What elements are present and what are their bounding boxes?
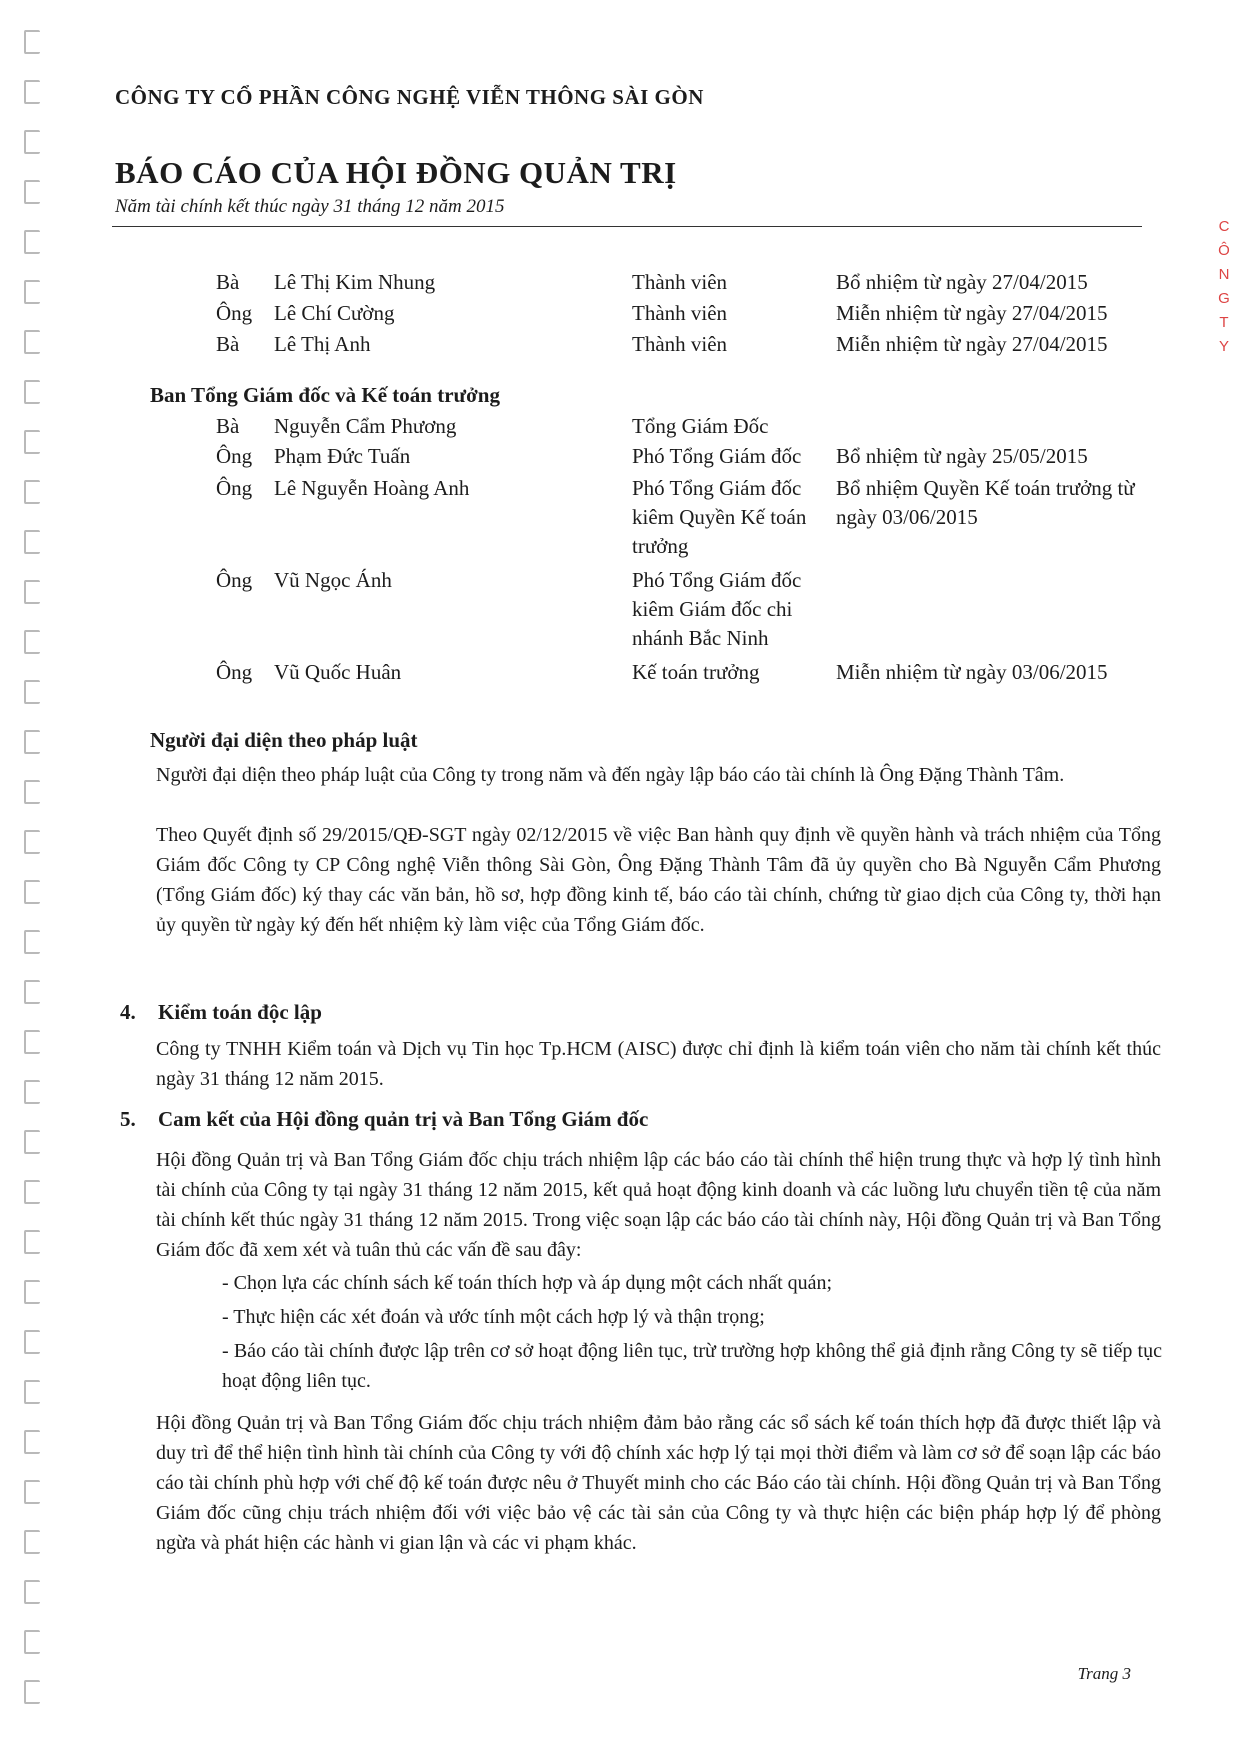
- report-subtitle: Năm tài chính kết thúc ngày 31 tháng 12 năm 2015: [115, 196, 505, 217]
- binding-hole: [24, 80, 40, 104]
- member-title: Bà: [216, 270, 240, 294]
- member-position: Thành viên: [632, 332, 728, 356]
- member-title: Ông: [216, 301, 253, 325]
- binding-hole: [24, 1080, 40, 1104]
- management-row: [0, 442, 1241, 474]
- binding-hole: [24, 1180, 40, 1204]
- member-position: Phó Tổng Giám đốc: [632, 444, 802, 468]
- binding-hole: [24, 1030, 40, 1054]
- binding-hole: [24, 1230, 40, 1254]
- header-divider: [112, 226, 1142, 227]
- binding-hole: [24, 980, 40, 1004]
- management-row: [0, 566, 1241, 658]
- management-list: [0, 412, 1241, 688]
- management-row: [0, 658, 1241, 688]
- member-title: Ông: [216, 476, 253, 500]
- member-title: Bà: [216, 332, 240, 356]
- commitment-bullet: - Báo cáo tài chính được lập trên cơ sở hoạt động liên tục, trừ trường hợp không thể giả định rằng Công ty sẽ tiếp tục hoạt động liên tục.: [222, 1340, 1162, 1392]
- section-number: 4.: [120, 1000, 136, 1024]
- binding-hole: [24, 1480, 40, 1504]
- binding-hole: [24, 930, 40, 954]
- red-stamp-mark: C Ô N G T Y: [1218, 218, 1230, 355]
- section-title: Kiểm toán độc lập: [158, 1000, 322, 1024]
- binding-hole: [24, 30, 40, 54]
- page-number: Trang 3: [1077, 1664, 1131, 1683]
- member-title: Bà: [216, 414, 240, 438]
- board-member-row: [0, 330, 1241, 361]
- binding-hole: [24, 780, 40, 804]
- binding-hole: [24, 180, 40, 204]
- member-position: Thành viên: [632, 270, 728, 294]
- member-status: Miễn nhiệm từ ngày 03/06/2015: [836, 660, 1108, 684]
- management-row: [0, 474, 1241, 566]
- member-status: Bổ nhiệm Quyền Kế toán trưởng từ ngày 03/06/2015: [836, 476, 1135, 529]
- member-title: Ông: [216, 660, 253, 684]
- member-status: Bổ nhiệm từ ngày 25/05/2015: [836, 444, 1088, 468]
- commitment-bullet: - Thực hiện các xét đoán và ước tính một cách hợp lý và thận trọng;: [222, 1306, 765, 1328]
- member-name: Lê Thị Kim Nhung: [274, 270, 436, 294]
- binding-hole: [24, 1430, 40, 1454]
- board-member-list: [0, 268, 1241, 361]
- member-position: Tổng Giám Đốc: [632, 414, 769, 438]
- legal-rep-authorization-paragraph: Theo Quyết định số 29/2015/QĐ-SGT ngày 02/12/2015 về việc Ban hành quy định về quyền hành và trách nhiệm của Tổng Giám đốc Công ty CP Công nghệ Viễn thông Sài Gòn, Ông Đặng Thành Tâm đã ủy quyền cho Bà Nguyễn Cẩm Phương (Tổng Giám đốc) ký thay các văn bản, hồ sơ, hợp đồng kinh tế, báo cáo tài chính, chứng từ giao dịch của Công ty, thời hạn ủy quyền từ ngày ký đến hết nhiệm kỳ làm việc của Tổng Giám đốc.: [156, 824, 1161, 936]
- binding-hole: [24, 830, 40, 854]
- binding-hole: [24, 730, 40, 754]
- binding-hole: [24, 1680, 40, 1704]
- legal-rep-paragraph: Người đại diện theo pháp luật của Công ty trong năm và đến ngày lập báo cáo tài chính là Ông Đặng Thành Tâm.: [156, 764, 1065, 786]
- management-heading: Ban Tổng Giám đốc và Kế toán trưởng: [150, 383, 500, 407]
- member-title: Ông: [216, 444, 253, 468]
- section-5-heading: [120, 1107, 648, 1132]
- member-name: Lê Chí Cường: [274, 301, 395, 325]
- member-name: Phạm Đức Tuấn: [274, 444, 411, 468]
- member-name: Vũ Quốc Huân: [274, 660, 402, 684]
- binding-hole: [24, 1380, 40, 1404]
- company-name: CÔNG TY CỔ PHẦN CÔNG NGHỆ VIỄN THÔNG SÀI GÒN: [115, 85, 704, 109]
- binding-hole: [24, 1530, 40, 1554]
- section-number: 5.: [120, 1107, 136, 1131]
- member-position: Thành viên: [632, 301, 728, 325]
- member-name: Lê Nguyễn Hoàng Anh: [274, 476, 470, 500]
- binding-hole: [24, 380, 40, 404]
- audit-paragraph: Công ty TNHH Kiểm toán và Dịch vụ Tin học Tp.HCM (AISC) được chỉ định là kiểm toán viên cho năm tài chính kết thúc ngày 31 tháng 12 năm 2015.: [156, 1038, 1161, 1090]
- member-name: Vũ Ngọc Ánh: [274, 568, 392, 592]
- section-4-heading: [120, 1000, 322, 1025]
- member-position: Phó Tổng Giám đốc kiêm Giám đốc chi nhánh Bắc Ninh: [632, 568, 802, 650]
- binding-hole: [24, 130, 40, 154]
- member-title: Ông: [216, 568, 253, 592]
- commitment-paragraph: Hội đồng Quản trị và Ban Tổng Giám đốc chịu trách nhiệm lập các báo cáo tài chính thể hiện trung thực và hợp lý tình hình tài chính của Công ty tại ngày 31 tháng 12 năm 2015, kết quả hoạt động kinh doanh và các luồng lưu chuyển tiền tệ của năm tài chính kết thúc ngày 31 tháng 12 năm 2015. Trong việc soạn lập các báo cáo tài chính này, Hội đồng Quản trị và Ban Tổng Giám đốc đã xem xét và tuân thủ các vấn đề sau đây:: [156, 1149, 1161, 1261]
- report-title: BÁO CÁO CỦA HỘI ĐỒNG QUẢN TRỊ: [115, 155, 677, 190]
- member-position: Kế toán trưởng: [632, 660, 760, 684]
- binding-hole: [24, 1330, 40, 1354]
- member-name: Lê Thị Anh: [274, 332, 371, 356]
- section-title: Cam kết của Hội đồng quản trị và Ban Tổng Giám đốc: [158, 1107, 649, 1131]
- management-row: [0, 412, 1241, 442]
- member-name: Nguyễn Cẩm Phương: [274, 414, 457, 438]
- binding-hole: [24, 1580, 40, 1604]
- responsibility-paragraph: Hội đồng Quản trị và Ban Tổng Giám đốc chịu trách nhiệm đảm bảo rằng các sổ sách kế toán thích hợp đã được thiết lập và duy trì để thể hiện tình hình tài chính của Công ty với độ chính xác hợp lý tại mọi thời điểm và làm cơ sở để soạn lập các báo cáo tài chính phù hợp với chế độ kế toán được nêu ở Thuyết minh cho các Báo cáo tài chính. Hội đồng Quản trị và Ban Tổng Giám đốc cũng chịu trách nhiệm đối với việc bảo vệ các tài sản của Công ty và thực hiện các biện pháp hợp lý để phòng ngừa và phát hiện các hành vi gian lận và các vi phạm khác.: [156, 1412, 1161, 1554]
- binding-hole: [24, 1630, 40, 1654]
- board-member-row: [0, 299, 1241, 330]
- board-member-row: [0, 268, 1241, 299]
- legal-rep-heading: Người đại diện theo pháp luật: [150, 728, 418, 752]
- member-position: Phó Tổng Giám đốc kiêm Quyền Kế toán trưởng: [632, 476, 807, 558]
- binding-hole: [24, 230, 40, 254]
- member-status: Miễn nhiệm từ ngày 27/04/2015: [836, 332, 1108, 356]
- binding-hole: [24, 1130, 40, 1154]
- member-status: Miễn nhiệm từ ngày 27/04/2015: [836, 301, 1108, 325]
- binding-hole: [24, 1280, 40, 1304]
- binding-hole: [24, 880, 40, 904]
- member-status: Bổ nhiệm từ ngày 27/04/2015: [836, 270, 1088, 294]
- commitment-bullet: - Chọn lựa các chính sách kế toán thích hợp và áp dụng một cách nhất quán;: [222, 1272, 833, 1294]
